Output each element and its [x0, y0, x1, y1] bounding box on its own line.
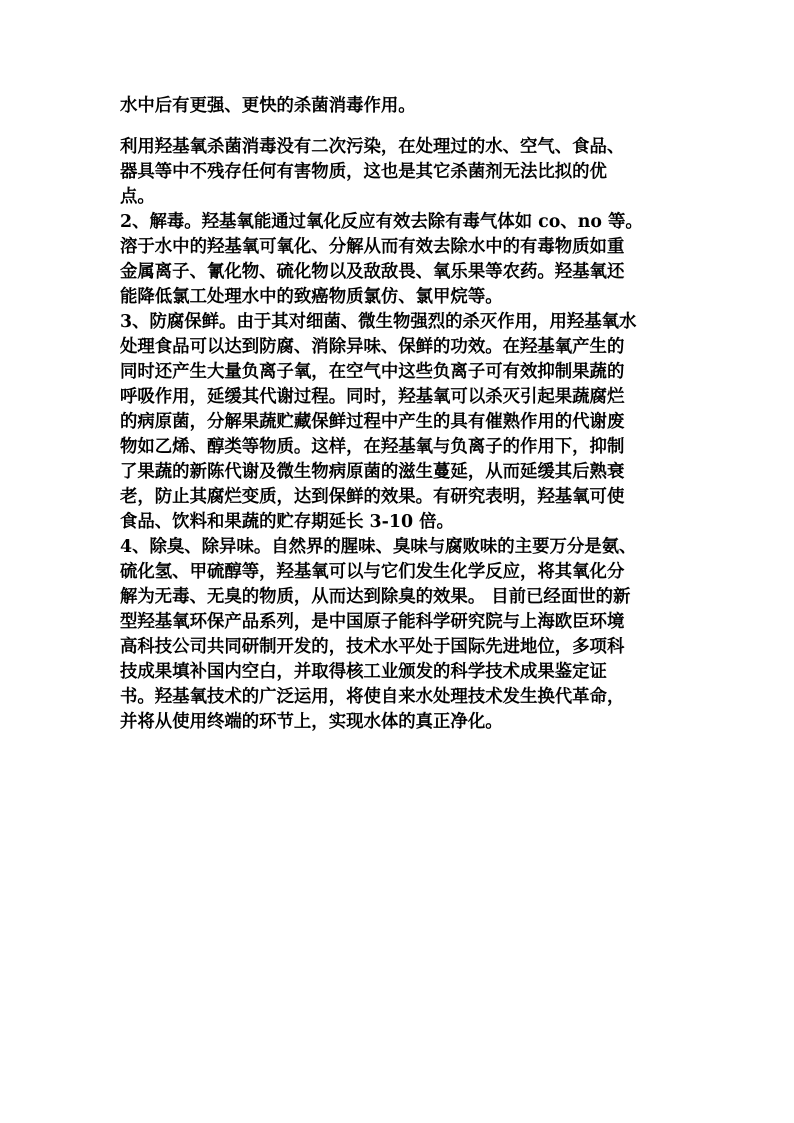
- text-line: 4、除臭、除异味。自然界的腥味、臭味与腐败味的主要万分是氨、: [120, 537, 637, 557]
- paragraph-gap: [120, 119, 680, 135]
- text-line: 解为无毒、无臭的物质，从而达到除臭的效果。 目前已经面世的新: [120, 587, 631, 607]
- text-line: 高科技公司共同研制开发的，技术水平处于国际先进地位，多项科: [120, 637, 625, 657]
- document-body: [120, 94, 680, 735]
- text-line: 水中后有更强、更快的杀菌消毒作用。: [120, 96, 416, 116]
- text-line: 2、解毒。羟基氧能通过氧化反应有效去除有毒气体如 co、no 等。: [120, 212, 643, 232]
- text-line: 同时还产生大量负离子氧，在空气中这些负离子可有效抑制果蔬的: [120, 362, 625, 382]
- text-line: 溶于水中的羟基氧可氧化、分解从而有效去除水中的有毒物质如重: [120, 237, 625, 257]
- text-line: 老，防止其腐烂变质，达到保鲜的效果。有研究表明，羟基氧可使: [120, 487, 625, 507]
- text-line: 金属离子、氰化物、硫化物以及敌敌畏、氧乐果等农药。羟基氧还: [120, 262, 625, 282]
- text-line: 书。羟基氧技术的广泛运用，将使自来水处理技术发生换代革命，: [120, 687, 625, 707]
- text-line: 利用羟基氧杀菌消毒没有二次污染，在处理过的水、空气、食品、: [120, 137, 625, 157]
- text-line: 硫化氢、甲硫醇等，羟基氧可以与它们发生化学反应，将其氧化分: [120, 562, 625, 582]
- text-line: 物如乙烯、醇类等物质。这样，在羟基氧与负离子的作用下，抑制: [120, 437, 625, 457]
- text-line: 型羟基氧环保产品系列，是中国原子能科学研究院与上海欧臣环境: [120, 612, 625, 632]
- text-line: 点。: [120, 187, 155, 207]
- text-line: 食品、饮料和果蔬的贮存期延长 3-10 倍。: [120, 512, 454, 532]
- text-line: 的病原菌，分解果蔬贮藏保鲜过程中产生的具有催熟作用的代谢废: [120, 412, 625, 432]
- text-line: 并将从使用终端的环节上，实现水体的真正净化。: [120, 712, 503, 732]
- text-line: 处理食品可以达到防腐、消除异味、保鲜的功效。在羟基氧产生的: [120, 337, 625, 357]
- text-line: 3、防腐保鲜。由于其对细菌、微生物强烈的杀灭作用，用羟基氧水: [120, 312, 637, 332]
- text-line: 能降低氯工处理水中的致癌物质氯仿、氯甲烷等。: [120, 287, 503, 307]
- text-line: 呼吸作用，延缓其代谢过程。同时，羟基氧可以杀灭引起果蔬腐烂: [120, 387, 625, 407]
- text-line: 器具等中不残存任何有害物质，这也是其它杀菌剂无法比拟的优: [120, 162, 607, 182]
- text-line: 技成果填补国内空白，并取得核工业颁发的科学技术成果鉴定证: [120, 662, 607, 682]
- text-line: 了果蔬的新陈代谢及微生物病原菌的滋生蔓延，从而延缓其后熟衰: [120, 462, 625, 482]
